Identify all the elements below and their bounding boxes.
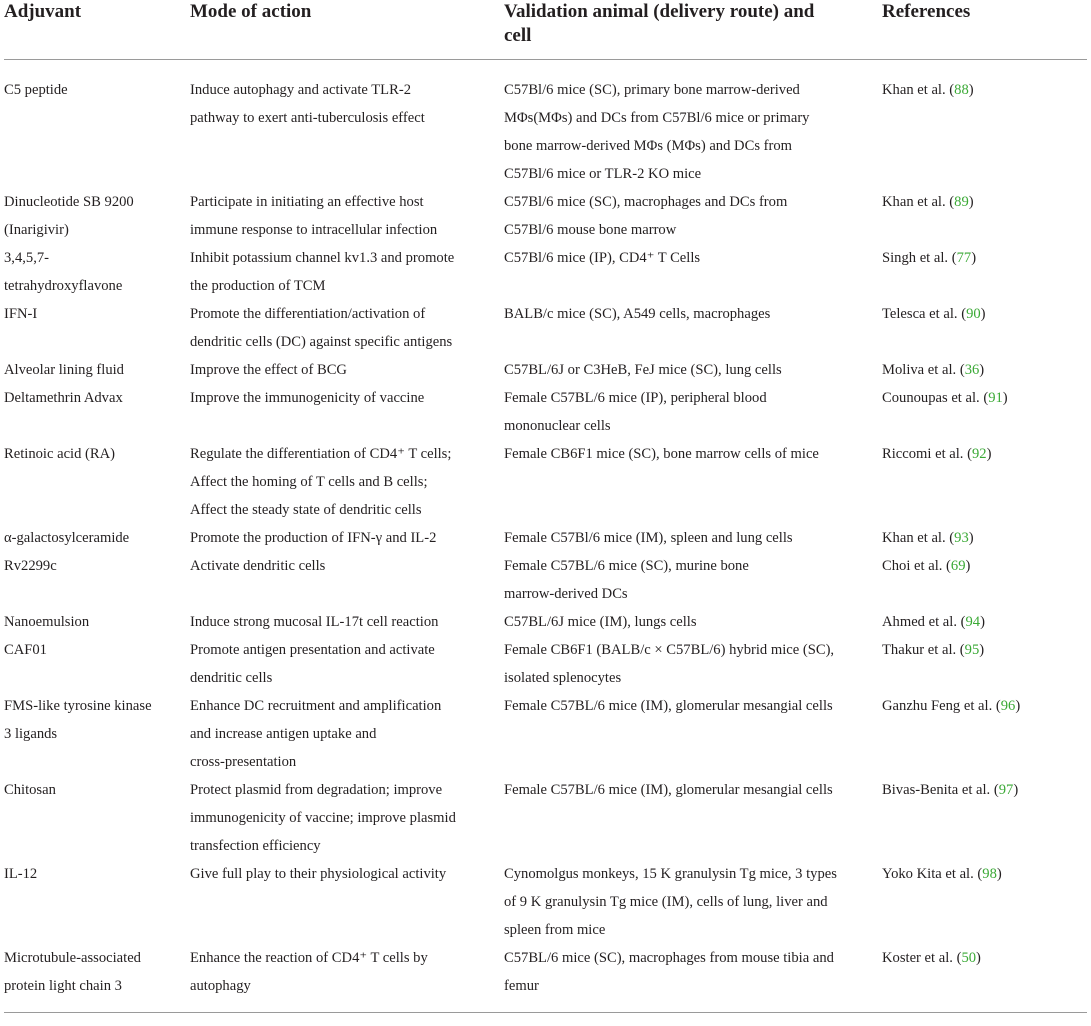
cell-adjuvant: FMS-like tyrosine kinase 3 ligands [4, 698, 152, 742]
cell-mode-of-action: Induce strong mucosal IL-17t cell reaction [190, 614, 439, 630]
table-row [4, 356, 1087, 384]
reference-author: Khan et al. ( [882, 82, 955, 98]
cell-validation: C57Bl/6 mice (IP), CD4⁺ T Cells [504, 250, 701, 266]
cell-mode-of-action: Enhance DC recruitment and amplification and increase antigen uptake and cross-presentation [190, 698, 442, 770]
reference-close: ) [976, 950, 981, 966]
reference-author: Bivas-Benita et al. ( [882, 782, 999, 798]
table-row [4, 608, 1087, 636]
header-mode-of-action: Mode of action [190, 0, 504, 60]
reference-author: Koster et al. ( [882, 950, 962, 966]
reference-text [882, 950, 981, 966]
reference-text [882, 82, 974, 98]
table-row [4, 300, 1087, 356]
reference-text [882, 306, 986, 322]
reference-text [882, 642, 984, 658]
cell-reference [882, 440, 1087, 524]
reference-close: ) [980, 306, 986, 322]
reference-text [882, 782, 1018, 798]
table-row [4, 524, 1087, 552]
reference-text [882, 558, 970, 574]
cell-adjuvant: IFN-I [4, 306, 38, 322]
reference-close: ) [979, 642, 985, 658]
cell-reference [882, 552, 1087, 608]
cell-reference [882, 356, 1087, 384]
cell-reference [882, 776, 1087, 860]
reference-text [882, 362, 984, 378]
cell-mode-of-action: Promote the production of IFN-γ and IL-2 [190, 530, 437, 546]
adjuvant-table [4, 0, 1087, 1013]
table-header [4, 0, 1087, 60]
reference-author: Khan et al. ( [882, 194, 955, 210]
cell-validation: Female CB6F1 (BALB/c × C57BL/6) hybrid mice (SC), isolated splenocytes [504, 642, 835, 686]
reference-text [882, 530, 974, 546]
header-adjuvant: Adjuvant [4, 0, 190, 60]
reference-author: Yoko Kita et al. ( [882, 866, 983, 882]
cell-adjuvant: IL-12 [4, 866, 38, 882]
cell-reference [882, 608, 1087, 636]
cell-reference [882, 860, 1087, 944]
reference-text [882, 390, 1008, 406]
header-validation: Validation animal (delivery route) and cell [504, 0, 882, 60]
cell-mode-of-action: Participate in initiating an effective host immune response to intracellular infection [190, 194, 438, 238]
header-row [4, 0, 1087, 60]
table-row [4, 636, 1087, 692]
reference-close: ) [996, 866, 1002, 882]
cell-adjuvant: Dinucleotide SB 9200 (Inarigivir) [4, 194, 134, 238]
reference-link[interactable]: 50 [961, 950, 977, 966]
cell-adjuvant: C5 peptide [4, 82, 68, 98]
reference-text [882, 698, 1020, 714]
reference-text [882, 250, 976, 266]
reference-close: ) [1013, 782, 1019, 798]
reference-link[interactable]: 96 [1000, 698, 1016, 714]
reference-author: Choi et al. ( [882, 558, 951, 574]
cell-reference [882, 188, 1087, 244]
cell-adjuvant: Retinoic acid (RA) [4, 446, 116, 462]
cell-validation: Female C57BL/6 mice (IP), peripheral blood mononuclear cells [504, 390, 767, 434]
reference-link[interactable]: 89 [954, 194, 969, 210]
cell-mode-of-action: Promote the differentiation/activation of dendritic cells (DC) against specific antigens [190, 306, 453, 350]
reference-link[interactable]: 91 [988, 390, 1003, 406]
cell-validation: C57BL/6J or C3HeB, FeJ mice (SC), lung cells [504, 362, 782, 378]
cell-mode-of-action: Promote antigen presentation and activate dendritic cells [190, 642, 435, 686]
table-row [4, 776, 1087, 860]
reference-author: Moliva et al. ( [882, 362, 965, 378]
cell-validation: C57Bl/6 mice (SC), macrophages and DCs from C57Bl/6 mouse bone marrow [504, 194, 788, 238]
reference-text [882, 446, 991, 462]
table-body [4, 60, 1087, 1013]
table-row [4, 860, 1087, 944]
cell-validation: BALB/c mice (SC), A549 cells, macrophages [504, 306, 771, 322]
reference-author: Khan et al. ( [882, 530, 955, 546]
cell-reference [882, 636, 1087, 692]
cell-mode-of-action: Induce autophagy and activate TLR-2 pathway to exert anti-tuberculosis effect [190, 82, 425, 126]
table-row [4, 384, 1087, 440]
cell-validation: Female C57BL/6 mice (SC), murine bone marrow-derived DCs [504, 558, 749, 602]
reference-link[interactable]: 77 [956, 250, 972, 266]
cell-reference [882, 384, 1087, 440]
reference-author: Counoupas et al. ( [882, 390, 989, 406]
reference-close: ) [968, 530, 974, 546]
cell-mode-of-action: Activate dendritic cells [190, 558, 326, 574]
reference-link[interactable]: 88 [954, 82, 969, 98]
table-row [4, 944, 1087, 1013]
cell-adjuvant: Alveolar lining fluid [4, 362, 124, 378]
reference-author: Ahmed et al. ( [882, 614, 966, 630]
reference-text [882, 194, 974, 210]
reference-author: Singh et al. ( [882, 250, 957, 266]
cell-validation: Female C57BL/6 mice (IM), glomerular mesangial cells [504, 698, 833, 714]
cell-validation: Female CB6F1 mice (SC), bone marrow cells of mice [504, 446, 819, 462]
cell-mode-of-action: Improve the immunogenicity of vaccine [190, 390, 425, 406]
cell-reference [882, 692, 1087, 776]
cell-validation: Female C57Bl/6 mice (IM), spleen and lung cells [504, 530, 793, 546]
cell-mode-of-action: Protect plasmid from degradation; improve immunogenicity of vaccine; improve plasmid transfection efficiency [190, 782, 456, 854]
cell-mode-of-action: Regulate the differentiation of CD4⁺ T cells; Affect the homing of T cells and B cells; Affect the steady state of dendritic cells [190, 446, 452, 518]
reference-close: ) [1015, 698, 1021, 714]
table-row [4, 552, 1087, 608]
cell-mode-of-action: Inhibit potassium channel kv1.3 and promote the production of TCM [190, 250, 455, 294]
reference-close: ) [971, 250, 977, 266]
cell-mode-of-action: Improve the effect of BCG [190, 362, 347, 378]
cell-validation: Cynomolgus monkeys, 15 K granulysin Tg mice, 3 types of 9 K granulysin Tg mice (IM), cells of lung, liver and spleen from mice [504, 866, 837, 938]
cell-reference [882, 300, 1087, 356]
cell-reference [882, 244, 1087, 300]
reference-link[interactable]: 94 [965, 614, 981, 630]
cell-adjuvant: Microtubule-associated protein light chain 3 [4, 944, 190, 1013]
reference-close: ) [986, 446, 992, 462]
header-references: References [882, 0, 1087, 60]
cell-adjuvant: Deltamethrin Advax [4, 390, 123, 406]
cell-validation: C57BL/6 mice (SC), macrophages from mouse tibia and femur [504, 944, 882, 1013]
reference-close: ) [968, 82, 974, 98]
cell-validation: C57BL/6J mice (IM), lungs cells [504, 614, 697, 630]
reference-link[interactable]: 92 [971, 446, 987, 462]
reference-close: ) [968, 194, 974, 210]
reference-text [882, 614, 985, 630]
reference-link[interactable]: 93 [954, 530, 969, 546]
reference-link[interactable]: 90 [966, 306, 981, 322]
reference-link[interactable]: 98 [982, 866, 997, 882]
table-row [4, 440, 1087, 524]
reference-link[interactable]: 36 [964, 362, 980, 378]
cell-adjuvant: Chitosan [4, 782, 56, 798]
cell-adjuvant: CAF01 [4, 642, 47, 658]
reference-author: Thakur et al. ( [882, 642, 965, 658]
cell-mode-of-action: Enhance the reaction of CD4⁺ T cells by autophagy [190, 944, 504, 1013]
reference-author: Ganzhu Feng et al. ( [882, 698, 1001, 714]
reference-text [882, 866, 1002, 882]
reference-author: Riccomi et al. ( [882, 446, 972, 462]
cell-reference [882, 944, 1087, 1013]
reference-close: ) [1002, 390, 1008, 406]
reference-link[interactable]: 97 [998, 782, 1014, 798]
cell-reference [882, 60, 1087, 189]
reference-link[interactable]: 95 [964, 642, 980, 658]
cell-mode-of-action: Give full play to their physiological activity [190, 866, 447, 882]
cell-validation: C57Bl/6 mice (SC), primary bone marrow-derived MΦs(MΦs) and DCs from C57Bl/6 mice or primary bone marrow-derived MΦs (MΦs) and DCs from C57Bl/6 mice or TLR-2 KO mice [504, 82, 810, 182]
reference-author: Telesca et al. ( [882, 306, 967, 322]
table-row [4, 692, 1087, 776]
cell-reference [882, 524, 1087, 552]
cell-adjuvant: 3,4,5,7- tetrahydroxyflavone [4, 250, 123, 294]
reference-close: ) [965, 558, 971, 574]
cell-adjuvant: α-galactosylceramide [4, 530, 130, 546]
cell-adjuvant: Nanoemulsion [4, 614, 90, 630]
cell-adjuvant: Rv2299c [4, 558, 57, 574]
cell-validation: Female C57BL/6 mice (IM), glomerular mesangial cells [504, 782, 833, 798]
table-row [4, 244, 1087, 300]
reference-link[interactable]: 69 [950, 558, 966, 574]
table-row [4, 188, 1087, 244]
table-row [4, 60, 1087, 189]
reference-close: ) [979, 362, 985, 378]
reference-close: ) [980, 614, 985, 630]
